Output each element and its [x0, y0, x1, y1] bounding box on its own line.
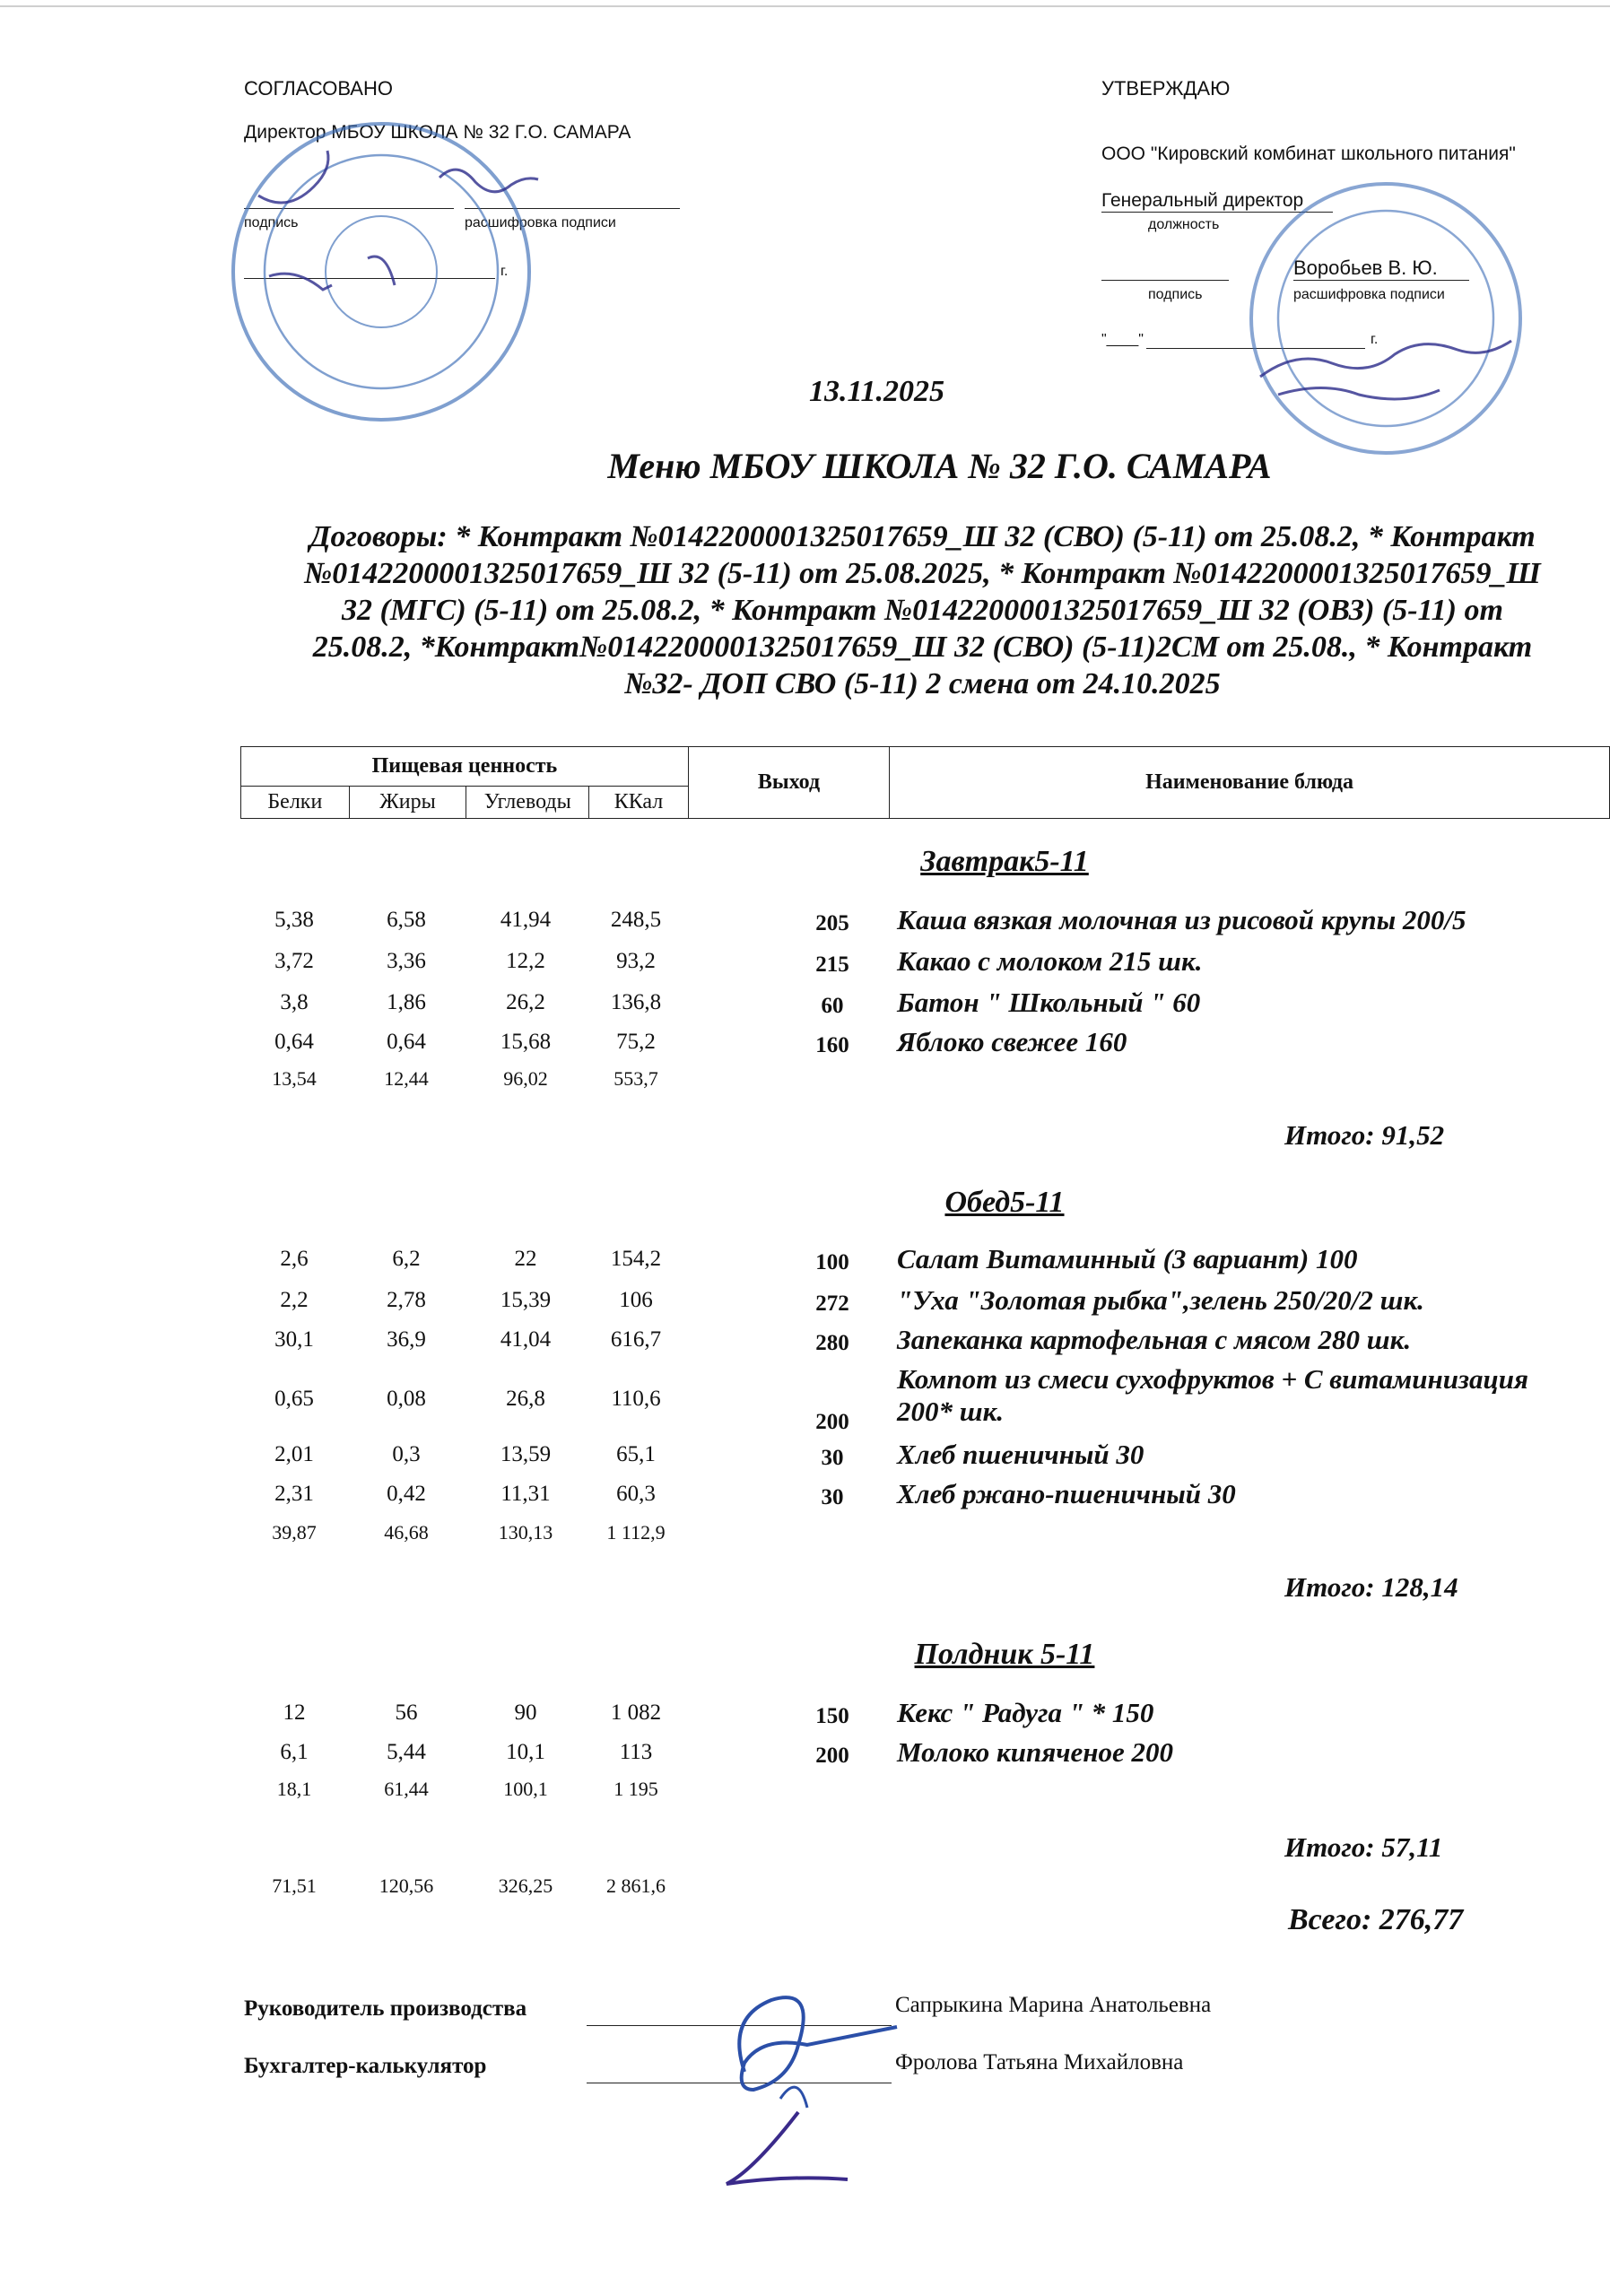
- section-title-lunch: Обед5-11: [944, 1186, 1065, 1219]
- year-suffix-right: г.: [1371, 332, 1379, 347]
- head-of-production-label: Руководитель производства: [244, 1996, 527, 2021]
- menu-date: 13.11.2025: [808, 375, 945, 408]
- proteins-value: 3,8: [280, 990, 309, 1014]
- total-fats: 61,44: [384, 1778, 429, 1800]
- fats-value: 0,42: [387, 1482, 426, 1506]
- carbs-header: Углеводы: [466, 787, 589, 819]
- grand-proteins: 71,51: [272, 1874, 317, 1897]
- fats-value: 6,58: [387, 908, 426, 932]
- output-value: 215: [815, 952, 849, 977]
- dish-name: Какао с молоком 215 шк.: [897, 945, 1203, 977]
- output-value: 60: [821, 994, 844, 1018]
- proteins-value: 30,1: [274, 1327, 314, 1352]
- total-carbs: 130,13: [498, 1521, 553, 1544]
- carbs-value: 11,31: [500, 1482, 551, 1506]
- menu-title: Меню МБОУ ШКОЛА № 32 Г.О. САМАРА: [607, 446, 1272, 486]
- section-title-breakfast: Завтрак5-11: [920, 845, 1089, 878]
- carbs-value: 13,59: [500, 1442, 552, 1466]
- fats-header: Жиры: [349, 787, 466, 819]
- kcal-value: 1 082: [610, 1700, 662, 1725]
- proteins-value: 3,72: [274, 949, 314, 973]
- kcal-value: 136,8: [610, 990, 662, 1014]
- carbs-value: 41,04: [500, 1327, 552, 1352]
- carbs-value: 26,8: [506, 1387, 545, 1411]
- fats-value: 1,86: [387, 990, 426, 1014]
- dish-name-line: Компот из смеси сухофруктов + С витаминизация: [897, 1363, 1528, 1395]
- head-of-production-name: Сапрыкина Марина Анатольевна: [895, 1993, 1212, 2017]
- total-kcal: 1 195: [614, 1778, 658, 1800]
- kcal-value: 60,3: [616, 1482, 656, 1506]
- output-value: 272: [815, 1292, 849, 1316]
- carbs-value: 15,39: [500, 1288, 552, 1312]
- dish-name-line: 200* шк.: [897, 1396, 1005, 1427]
- sign-line-right: [1101, 280, 1229, 281]
- kcal-header: ККал: [589, 787, 689, 819]
- carbs-value: 41,94: [500, 908, 552, 932]
- proteins-value: 6,1: [280, 1740, 309, 1764]
- output-header: Выход: [688, 747, 889, 819]
- director-position: Директор МБОУ ШКОЛА № 32 Г.О. САМАРА: [244, 122, 631, 143]
- approve-label: УТВЕРЖДАЮ: [1101, 77, 1231, 100]
- total-fats: 12,44: [384, 1067, 429, 1090]
- dish-name: Запеканка картофельная с мясом 280 шк.: [897, 1324, 1412, 1355]
- total-carbs: 100,1: [503, 1778, 548, 1800]
- accountant-label: Бухгалтер-калькулятор: [244, 2054, 487, 2078]
- dish-name: Кекс " Радуга " * 150: [897, 1697, 1154, 1728]
- dish-name: "Уха "Золотая рыбка",зелень 250/20/2 шк.: [897, 1284, 1424, 1316]
- dish-name: Каша вязкая молочная из рисовой крупы 200/5: [897, 904, 1466, 935]
- section-title-snack: Полдник 5-11: [914, 1638, 1095, 1671]
- fats-value: 0,08: [387, 1387, 426, 1411]
- stamp-right: [1242, 170, 1529, 466]
- proteins-value: 12: [283, 1700, 306, 1725]
- kcal-value: 113: [619, 1740, 653, 1764]
- proteins-value: 0,65: [274, 1387, 314, 1411]
- proteins-value: 0,64: [274, 1030, 314, 1054]
- kcal-value: 106: [619, 1288, 653, 1312]
- total-fats: 46,68: [384, 1521, 429, 1544]
- breakfast-itogo: Итого: 91,52: [1284, 1119, 1445, 1151]
- sign-caption-left: подпись: [244, 215, 299, 230]
- dish-name: Салат Витаминный (3 вариант) 100: [897, 1243, 1358, 1274]
- carbs-value: 10,1: [506, 1740, 545, 1764]
- fats-value: 5,44: [387, 1740, 426, 1764]
- total-proteins: 39,87: [272, 1521, 317, 1544]
- contracts-block: [235, 518, 1610, 702]
- contracts-line: 25.08.2, *Контракт№0142200001325017659_Ш 32 (СВО) (5-11)2СМ от 25.08., * Контракт: [312, 631, 1533, 664]
- approved-label: СОГЛАСОВАНО: [244, 77, 393, 100]
- output-value: 160: [815, 1033, 849, 1057]
- menu-table-header: [240, 746, 1610, 819]
- output-value: 100: [815, 1250, 849, 1274]
- kcal-value: 65,1: [616, 1442, 656, 1466]
- total-carbs: 96,02: [503, 1067, 548, 1090]
- top-border: [0, 5, 1610, 7]
- total-kcal: 553,7: [614, 1067, 658, 1090]
- signature-scribble: [691, 1964, 924, 2197]
- proteins-value: 2,2: [280, 1288, 309, 1312]
- kcal-value: 154,2: [610, 1247, 662, 1271]
- output-value: 200: [815, 1410, 849, 1434]
- contracts-line: Договоры: * Контракт №0142200001325017659_Ш 32 (СВО) (5-11) от 25.08.2, * Контракт: [309, 520, 1536, 553]
- nutrition-header: Пищевая ценность: [241, 747, 689, 787]
- date-placeholder-right: "____": [1101, 332, 1144, 347]
- proteins-header: Белки: [241, 787, 350, 819]
- fats-value: 6,2: [392, 1247, 421, 1271]
- output-value: 205: [815, 911, 849, 935]
- grand-fats: 120,56: [379, 1874, 434, 1897]
- carbs-value: 90: [514, 1700, 537, 1725]
- kcal-value: 248,5: [610, 908, 662, 932]
- total-proteins: 18,1: [276, 1778, 312, 1800]
- kcal-value: 616,7: [610, 1327, 662, 1352]
- carbs-value: 15,68: [500, 1030, 552, 1054]
- position-caption: должность: [1148, 217, 1220, 232]
- total-kcal: 1 112,9: [606, 1521, 666, 1544]
- gen-director-position: Генеральный директор: [1101, 190, 1333, 213]
- sign-caption-right: подпись: [1148, 287, 1203, 302]
- dish-name: Яблоко свежее 160: [897, 1026, 1127, 1057]
- grand-kcal: 2 861,6: [606, 1874, 666, 1897]
- lunch-itogo: Итого: 128,14: [1284, 1571, 1458, 1603]
- contracts-line: №0142200001325017659_Ш 32 (5-11) от 25.08.2025, * Контракт №0142200001325017659_Ш: [304, 557, 1541, 590]
- kcal-value: 93,2: [616, 949, 656, 973]
- output-value: 200: [815, 1744, 849, 1768]
- carbs-value: 26,2: [506, 990, 545, 1014]
- kcal-value: 110,6: [611, 1387, 661, 1411]
- carbs-value: 22: [514, 1247, 537, 1271]
- grand-carbs: 326,25: [498, 1874, 553, 1897]
- accountant-name: Фролова Татьяна Михайловна: [895, 2050, 1184, 2074]
- proteins-value: 5,38: [274, 908, 314, 932]
- fats-value: 3,36: [387, 949, 426, 973]
- proteins-value: 2,6: [280, 1247, 309, 1271]
- fats-value: 0,3: [392, 1442, 421, 1466]
- decoding-caption-right: расшифровка подписи: [1293, 287, 1445, 302]
- dish-name-header: Наименование блюда: [890, 747, 1610, 819]
- dish-name: Хлеб ржано-пшеничный 30: [897, 1478, 1236, 1509]
- output-value: 150: [815, 1704, 849, 1728]
- decoding-caption-left: расшифровка подписи: [465, 215, 616, 230]
- org-name: ООО "Кировский комбинат школьного питания": [1101, 144, 1516, 164]
- fats-value: 0,64: [387, 1030, 426, 1054]
- output-value: 30: [821, 1485, 844, 1509]
- fats-value: 2,78: [387, 1288, 426, 1312]
- director-name: Воробьев В. Ю.: [1293, 257, 1469, 281]
- fats-value: 36,9: [387, 1327, 426, 1352]
- output-value: 280: [815, 1331, 849, 1355]
- grand-total-label: Всего: 276,77: [1288, 1903, 1464, 1936]
- output-value: 30: [821, 1446, 844, 1470]
- dish-name: Хлеб пшеничный 30: [897, 1439, 1144, 1470]
- proteins-value: 2,31: [274, 1482, 314, 1506]
- contracts-line: 32 (МГС) (5-11) от 25.08.2, * Контракт №0142200001325017659_Ш 32 (ОВЗ) (5-11) от: [342, 594, 1503, 627]
- carbs-value: 12,2: [506, 949, 545, 973]
- total-proteins: 13,54: [272, 1067, 317, 1090]
- snack-itogo: Итого: 57,11: [1284, 1831, 1443, 1863]
- year-suffix-left: г.: [500, 264, 509, 279]
- dish-name: Молоко кипяченое 200: [897, 1736, 1173, 1768]
- kcal-value: 75,2: [616, 1030, 656, 1054]
- proteins-value: 2,01: [274, 1442, 314, 1466]
- dish-name: [897, 1363, 1610, 1428]
- dish-name: Батон " Школьный " 60: [897, 987, 1201, 1018]
- fats-value: 56: [395, 1700, 418, 1725]
- contracts-line: №32- ДОП СВО (5-11) 2 смена от 24.10.2025: [624, 667, 1221, 700]
